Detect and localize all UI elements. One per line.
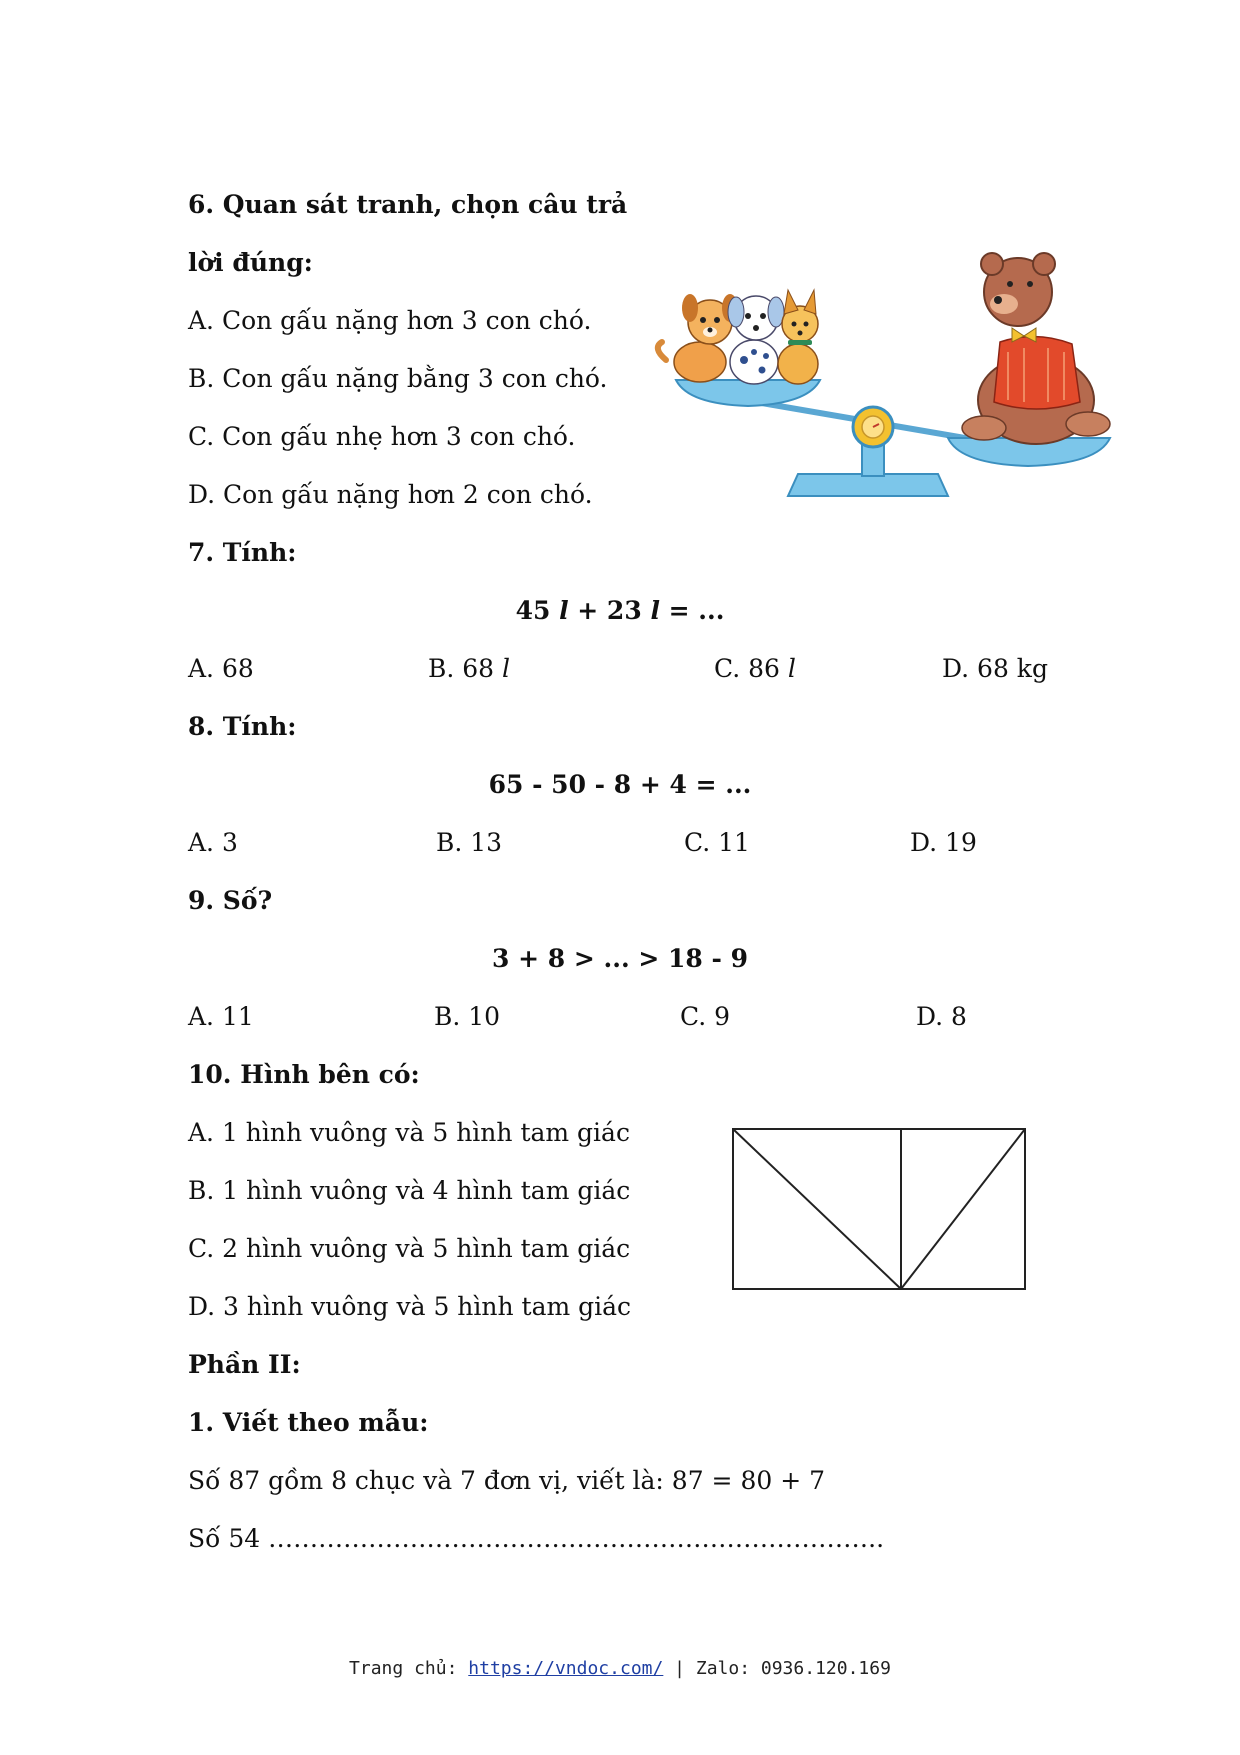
q8-option-d: D. 19: [910, 828, 977, 857]
q7-option-b: B. 68 l: [428, 654, 511, 683]
right-diagonal: [901, 1129, 1025, 1289]
q6-title-line1: 6. Quan sát tranh, chọn câu trả: [188, 190, 628, 219]
q6-option-c: C. Con gấu nhẹ hơn 3 con chó.: [188, 422, 576, 451]
q6-option-d: D. Con gấu nặng hơn 2 con chó.: [188, 480, 593, 509]
q7-option-a: A. 68: [188, 654, 254, 683]
q9-option-d: D. 8: [916, 1002, 967, 1031]
dog-dalmatian-icon: [728, 296, 784, 384]
q8-title: 8. Tính:: [188, 712, 297, 741]
q6-option-a: A. Con gấu nặng hơn 3 con chó.: [188, 306, 592, 335]
q9-expression: 3 + 8 > ... > 18 - 9: [492, 944, 748, 973]
left-diagonal: [733, 1129, 901, 1289]
part2-example: Số 87 gồm 8 chục và 7 đơn vị, viết là: 87 = 80 + 7: [188, 1466, 825, 1495]
q9-title: 9. Số?: [188, 886, 273, 915]
part2-task: Số 54 ………………………………………………………………..: [188, 1524, 885, 1553]
q6-option-b: B. Con gấu nặng bằng 3 con chó.: [188, 364, 608, 393]
scale-dial: [853, 407, 893, 447]
part2-q1-title: 1. Viết theo mẫu:: [188, 1408, 429, 1437]
dog-orange-icon: [658, 294, 738, 382]
footer-zalo: Zalo: 0936.120.169: [695, 1658, 891, 1679]
balance-scale-illustration: [648, 252, 1120, 508]
q8-option-a: A. 3: [188, 828, 238, 857]
q8-expression: 65 - 50 - 8 + 4 = ...: [488, 770, 752, 799]
q8-option-b: B. 13: [436, 828, 503, 857]
footer-link[interactable]: https://vndoc.com/: [468, 1658, 664, 1679]
part2-title: Phần II:: [188, 1350, 301, 1379]
q9-option-b: B. 10: [434, 1002, 501, 1031]
bear-icon: [962, 253, 1110, 444]
q10-option-c: C. 2 hình vuông và 5 hình tam giác: [188, 1234, 631, 1263]
square-triangle-figure: [732, 1128, 1028, 1292]
q10-option-d: D. 3 hình vuông và 5 hình tam giác: [188, 1292, 632, 1321]
q9-option-a: A. 11: [188, 1002, 254, 1031]
q6-title-line2: lời đúng:: [188, 248, 313, 277]
q9-option-c: C. 9: [680, 1002, 731, 1031]
q7-option-d: D. 68 kg: [942, 654, 1048, 683]
page-footer: [0, 1658, 1240, 1679]
q7-title: 7. Tính:: [188, 538, 297, 567]
dog-yellow-icon: [778, 290, 818, 384]
q8-option-c: C. 11: [684, 828, 750, 857]
footer-label: Trang chủ:: [349, 1658, 469, 1679]
q10-option-b: B. 1 hình vuông và 4 hình tam giác: [188, 1176, 631, 1205]
q7-expression: 45 l + 23 l = ...: [515, 596, 725, 625]
q7-option-c: C. 86 l: [714, 654, 796, 683]
q10-title: 10. Hình bên có:: [188, 1060, 420, 1089]
outer-rectangle: [733, 1129, 1025, 1289]
footer-separator: |: [663, 1658, 696, 1679]
q10-option-a: A. 1 hình vuông và 5 hình tam giác: [188, 1118, 630, 1147]
